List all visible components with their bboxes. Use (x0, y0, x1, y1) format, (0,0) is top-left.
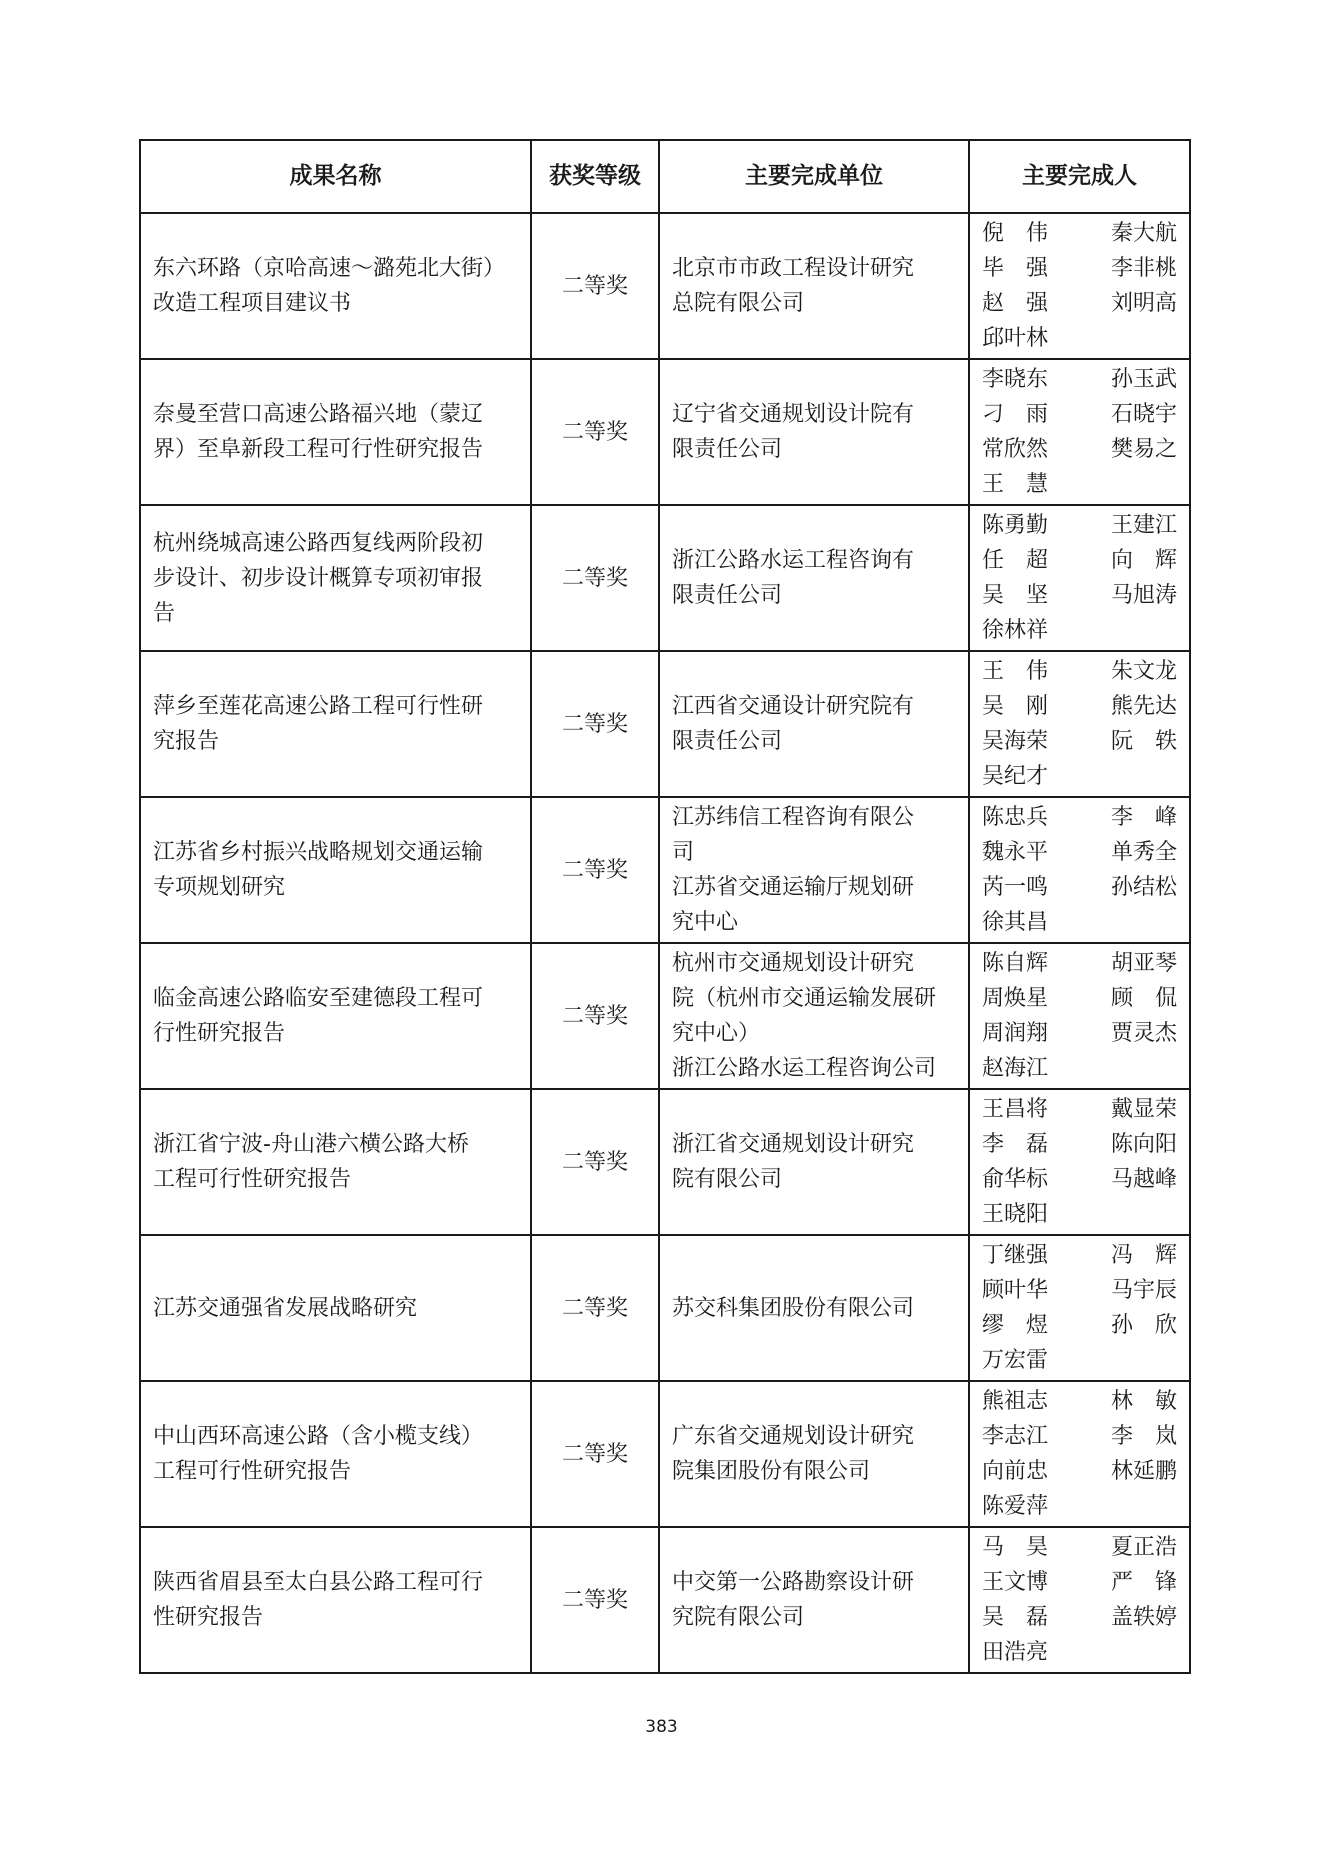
people-line (982, 613, 1177, 648)
table-row (140, 797, 1190, 943)
cell-achievement-name (140, 1527, 531, 1673)
person-name: 吴纪才 (982, 764, 1049, 789)
person-name: 王 伟 (982, 659, 1049, 684)
cell-completing-unit (659, 943, 969, 1089)
person-name: 万宏雷 (982, 1348, 1049, 1373)
unit-line: 院集团股份有限公司 (672, 1459, 871, 1484)
cell-completing-people (969, 651, 1190, 797)
cell-completing-unit (659, 1089, 969, 1235)
people-line (982, 1016, 1177, 1051)
cell-award-level: 二等奖 (531, 1381, 659, 1527)
person-name: 秦大航 (1110, 221, 1177, 246)
name-line: 步设计、初步设计概算专项初审报 (153, 565, 484, 591)
person-name: 吴 刚 (982, 694, 1049, 719)
cell-award-level: 二等奖 (531, 1527, 659, 1673)
people-line (982, 1127, 1177, 1162)
person-name: 陈向阳 (1110, 1132, 1177, 1157)
person-name: 倪 伟 (982, 221, 1049, 246)
unit-line: 究院有限公司 (672, 1605, 805, 1630)
person-name: 孙结松 (1110, 875, 1177, 900)
cell-completing-unit (659, 1381, 969, 1527)
name-line: 性研究报告 (153, 1605, 264, 1630)
people-line (982, 1600, 1177, 1635)
person-name: 周焕星 (982, 986, 1049, 1011)
person-name: 熊先达 (1110, 694, 1177, 719)
page-number: 383 (645, 1717, 678, 1737)
unit-line: 浙江公路水运工程咨询公司 (672, 1056, 937, 1081)
name-line: 东六环路（京哈高速～潞苑北大街） (153, 256, 506, 281)
cell-completing-unit (659, 797, 969, 943)
cell-completing-unit (659, 1235, 969, 1381)
person-name: 徐其昌 (982, 910, 1049, 935)
name-line: 杭州绕城高速公路西复线两阶段初 (153, 530, 484, 556)
unit-line: 院（杭州市交通运输发展研 (672, 986, 937, 1011)
person-name: 刁 雨 (982, 402, 1049, 427)
people-line (982, 543, 1177, 578)
person-name: 马 昊 (982, 1535, 1049, 1560)
cell-award-level: 二等奖 (531, 943, 659, 1089)
unit-line: 杭州市交通规划设计研究 (672, 951, 915, 976)
people-line (982, 321, 1177, 356)
person-name: 林 敏 (1110, 1389, 1177, 1414)
person-name: 王昌将 (982, 1097, 1049, 1122)
people-line (982, 1308, 1177, 1343)
person-name: 单秀全 (1110, 840, 1177, 865)
people-line (982, 1092, 1177, 1127)
cell-completing-people (969, 1235, 1190, 1381)
person-name: 赵 强 (982, 291, 1049, 316)
cell-completing-unit (659, 213, 969, 359)
person-name: 芮一鸣 (982, 875, 1049, 900)
cell-award-level: 二等奖 (531, 359, 659, 505)
name-line: 奈曼至营口高速公路福兴地（蒙辽 (153, 402, 484, 427)
header-people: 主要完成人 (969, 140, 1190, 213)
cell-award-level: 二等奖 (531, 1235, 659, 1381)
person-name: 李 磊 (982, 1132, 1049, 1157)
table-row (140, 1527, 1190, 1673)
people-line (982, 689, 1177, 724)
person-name: 夏正浩 (1110, 1535, 1177, 1560)
name-line: 浙江省宁波-舟山港六横公路大桥 (153, 1132, 469, 1157)
person-name: 顾叶华 (982, 1278, 1049, 1303)
person-name: 吴 磊 (982, 1605, 1049, 1630)
people-line (982, 508, 1177, 543)
people-line (982, 1384, 1177, 1419)
person-name: 常欣然 (982, 437, 1049, 462)
header-level: 获奖等级 (531, 140, 659, 213)
person-name: 周润翔 (982, 1021, 1049, 1046)
person-name: 王文博 (982, 1570, 1049, 1595)
table-row (140, 505, 1190, 651)
person-name: 缪 煜 (982, 1313, 1049, 1338)
table-header-row (140, 140, 1190, 213)
cell-completing-people (969, 1527, 1190, 1673)
unit-line: 总院有限公司 (672, 291, 805, 316)
cell-achievement-name (140, 505, 531, 651)
person-name: 徐林祥 (982, 618, 1049, 643)
people-line (982, 1635, 1177, 1670)
person-name: 王 慧 (982, 472, 1049, 497)
cell-completing-people (969, 505, 1190, 651)
person-name: 毕 强 (982, 256, 1049, 281)
cell-achievement-name (140, 359, 531, 505)
unit-line: 浙江省交通规划设计研究 (672, 1132, 915, 1157)
cell-award-level: 二等奖 (531, 797, 659, 943)
people-line (982, 724, 1177, 759)
person-name: 向前忠 (982, 1459, 1049, 1484)
cell-completing-people (969, 1089, 1190, 1235)
table-row (140, 651, 1190, 797)
name-line: 陕西省眉县至太白县公路工程可行 (153, 1570, 484, 1595)
person-name: 朱文龙 (1110, 659, 1177, 684)
people-line (982, 981, 1177, 1016)
people-line (982, 216, 1177, 251)
unit-line: 苏交科集团股份有限公司 (672, 1295, 915, 1321)
person-name: 陈忠兵 (982, 805, 1049, 830)
person-name: 贾灵杰 (1110, 1021, 1177, 1046)
header-name: 成果名称 (140, 140, 531, 213)
table-row (140, 1235, 1190, 1381)
name-line: 工程可行性研究报告 (153, 1167, 352, 1192)
name-line: 究报告 (153, 729, 220, 754)
people-line (982, 251, 1177, 286)
person-name: 吴 坚 (982, 583, 1049, 608)
person-name: 李非桃 (1110, 256, 1177, 281)
unit-line: 限责任公司 (672, 437, 783, 462)
people-line (982, 1051, 1177, 1086)
person-name: 严 锋 (1110, 1570, 1177, 1595)
person-name: 陈勇勤 (982, 513, 1049, 538)
people-line (982, 362, 1177, 397)
cell-achievement-name (140, 651, 531, 797)
person-name: 樊易之 (1110, 437, 1177, 462)
unit-line: 院有限公司 (672, 1167, 783, 1192)
name-line: 行性研究报告 (153, 1021, 286, 1046)
unit-line: 北京市市政工程设计研究 (672, 256, 915, 281)
unit-line: 司 (672, 840, 695, 865)
people-line (982, 1343, 1177, 1378)
cell-award-level: 二等奖 (531, 1089, 659, 1235)
people-line (982, 1419, 1177, 1454)
people-line (982, 759, 1177, 794)
person-name: 李志江 (982, 1424, 1049, 1449)
cell-completing-people (969, 213, 1190, 359)
people-line (982, 432, 1177, 467)
person-name: 冯 辉 (1110, 1243, 1177, 1268)
table-row (140, 1089, 1190, 1235)
cell-achievement-name (140, 1089, 531, 1235)
person-name: 向 辉 (1110, 548, 1177, 573)
unit-line: 江苏纬信工程咨询有限公 (672, 805, 915, 830)
cell-completing-unit (659, 359, 969, 505)
person-name: 吴海荣 (982, 729, 1049, 754)
person-name: 孙玉武 (1110, 367, 1177, 392)
cell-award-level: 二等奖 (531, 651, 659, 797)
people-line (982, 1565, 1177, 1600)
people-line (982, 1238, 1177, 1273)
person-name: 赵海江 (982, 1056, 1049, 1081)
person-name: 戴显荣 (1110, 1097, 1177, 1122)
person-name: 林延鹏 (1110, 1459, 1177, 1484)
header-unit: 主要完成单位 (659, 140, 969, 213)
unit-line: 中交第一公路勘察设计研 (672, 1570, 915, 1595)
unit-line: 江西省交通设计研究院有 (672, 694, 915, 719)
person-name: 马宇辰 (1110, 1278, 1177, 1303)
name-line: 临金高速公路临安至建德段工程可 (153, 986, 484, 1011)
people-line (982, 654, 1177, 689)
person-name: 盖轶婷 (1110, 1605, 1177, 1630)
cell-completing-unit (659, 505, 969, 651)
person-name: 俞华标 (982, 1167, 1049, 1192)
unit-line: 江苏省交通运输厅规划研 (672, 875, 915, 900)
person-name: 刘明高 (1110, 291, 1177, 316)
people-line (982, 835, 1177, 870)
person-name: 陈爱萍 (982, 1494, 1049, 1519)
unit-line: 究中心） (672, 1021, 761, 1046)
person-name: 王晓阳 (982, 1202, 1049, 1227)
cell-achievement-name (140, 213, 531, 359)
person-name: 任 超 (982, 548, 1049, 573)
cell-award-level: 二等奖 (531, 213, 659, 359)
unit-line: 限责任公司 (672, 583, 783, 608)
person-name: 李晓东 (982, 367, 1049, 392)
person-name: 李 峰 (1110, 805, 1177, 830)
people-line (982, 905, 1177, 940)
unit-line: 浙江公路水运工程咨询有 (672, 548, 915, 573)
name-line: 中山西环高速公路（含小榄支线） (153, 1424, 484, 1449)
cell-completing-people (969, 1381, 1190, 1527)
person-name: 李 岚 (1110, 1424, 1177, 1449)
cell-completing-people (969, 359, 1190, 505)
person-name: 石晓宇 (1110, 402, 1177, 427)
people-line (982, 1454, 1177, 1489)
name-line: 萍乡至莲花高速公路工程可行性研 (153, 694, 484, 719)
people-line (982, 1489, 1177, 1524)
unit-line: 限责任公司 (672, 729, 783, 754)
person-name: 丁继强 (982, 1243, 1049, 1268)
table-row (140, 213, 1190, 359)
person-name: 熊祖志 (982, 1389, 1049, 1414)
people-line (982, 1197, 1177, 1232)
unit-line: 广东省交通规划设计研究 (672, 1424, 915, 1449)
person-name: 陈自辉 (982, 951, 1049, 976)
people-line (982, 467, 1177, 502)
name-line: 界）至阜新段工程可行性研究报告 (153, 437, 484, 462)
person-name: 顾 侃 (1110, 986, 1177, 1011)
cell-achievement-name (140, 1381, 531, 1527)
people-line (982, 1273, 1177, 1308)
table-row (140, 359, 1190, 505)
people-line (982, 1162, 1177, 1197)
cell-completing-people (969, 943, 1190, 1089)
table-row (140, 1381, 1190, 1527)
person-name: 阮 轶 (1110, 729, 1177, 754)
person-name: 邱叶林 (982, 326, 1049, 351)
people-line (982, 800, 1177, 835)
cell-completing-unit (659, 1527, 969, 1673)
cell-achievement-name (140, 1235, 531, 1381)
people-line (982, 286, 1177, 321)
name-line: 专项规划研究 (153, 875, 286, 900)
people-line (982, 946, 1177, 981)
cell-achievement-name (140, 943, 531, 1089)
people-line (982, 578, 1177, 613)
people-line (982, 1530, 1177, 1565)
person-name: 马旭涛 (1110, 583, 1177, 608)
people-line (982, 870, 1177, 905)
person-name: 王建江 (1110, 513, 1177, 538)
person-name: 马越峰 (1110, 1167, 1177, 1192)
cell-completing-unit (659, 651, 969, 797)
awards-table (139, 139, 1191, 1674)
name-line: 江苏交通强省发展战略研究 (153, 1295, 418, 1321)
name-line: 工程可行性研究报告 (153, 1459, 352, 1484)
table-row (140, 943, 1190, 1089)
cell-completing-people (969, 797, 1190, 943)
name-line: 改造工程项目建议书 (153, 291, 352, 316)
cell-award-level: 二等奖 (531, 505, 659, 651)
person-name: 胡亚琴 (1110, 951, 1177, 976)
unit-line: 辽宁省交通规划设计院有 (672, 402, 915, 427)
name-line: 江苏省乡村振兴战略规划交通运输 (153, 840, 484, 865)
people-line (982, 397, 1177, 432)
person-name: 田浩亮 (982, 1640, 1049, 1665)
cell-achievement-name (140, 797, 531, 943)
unit-line: 究中心 (672, 910, 739, 935)
person-name: 魏永平 (982, 840, 1049, 865)
person-name: 孙 欣 (1110, 1313, 1177, 1338)
name-line: 告 (153, 600, 176, 626)
